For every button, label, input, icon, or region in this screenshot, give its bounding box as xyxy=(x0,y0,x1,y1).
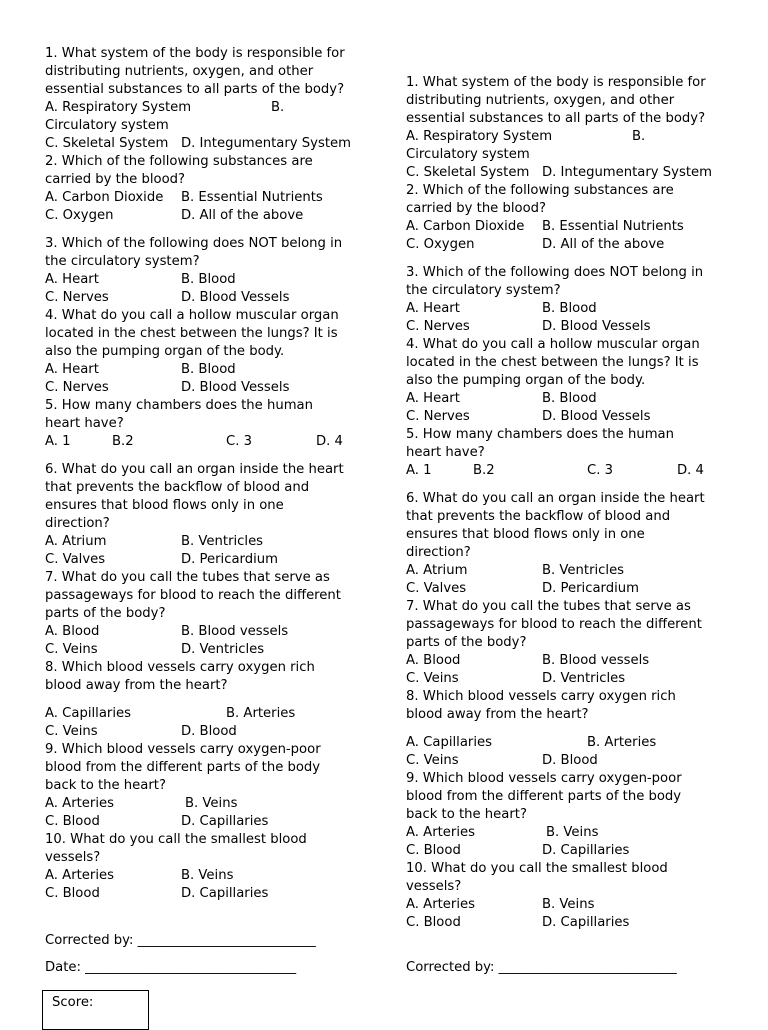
answer-choice: C. Nerves xyxy=(406,319,470,334)
answer-choices-row xyxy=(45,795,370,813)
answer-choice: D. Blood xyxy=(542,753,598,768)
question-text-line: 4. What do you call a hollow muscular organ xyxy=(45,308,339,323)
answer-choices-row xyxy=(406,462,731,480)
answer-choice: Circulatory system xyxy=(45,118,169,133)
answer-choice: D. Capillaries xyxy=(181,814,269,829)
question-text-line: blood from the different parts of the body xyxy=(45,760,321,775)
answer-choice: A. Carbon Dioxide xyxy=(45,190,164,205)
answer-choice: C. Nerves xyxy=(406,409,470,424)
question-4 xyxy=(406,336,731,426)
answer-choice: C. Valves xyxy=(406,581,467,596)
answer-choices-row xyxy=(45,379,370,397)
question-text-line: that prevents the backflow of blood and xyxy=(45,480,310,495)
answer-choice: C. Blood xyxy=(406,915,461,930)
question-text-line: distributing nutrients, oxygen, and other xyxy=(406,93,675,108)
answer-choice: B.2 xyxy=(112,434,134,449)
answer-choices-row xyxy=(45,705,370,723)
score-box xyxy=(42,990,149,1030)
answer-choice: D. 4 xyxy=(316,434,343,449)
answer-choice: D. Capillaries xyxy=(181,886,269,901)
corrected-by-line-right: Corrected by: ___________________________ xyxy=(406,960,677,975)
answer-choices-row xyxy=(406,824,731,842)
question-6 xyxy=(45,461,370,569)
answer-choice: A. Heart xyxy=(45,272,99,287)
quiz-column-right xyxy=(406,74,731,932)
question-text-line: back to the heart? xyxy=(406,807,527,822)
answer-choice: A. Blood xyxy=(45,624,100,639)
question-text-line: 7. What do you call the tubes that serve as xyxy=(406,599,691,614)
question-text-line: 5. How many chambers does the human xyxy=(45,398,313,413)
answer-choices-row xyxy=(45,867,370,885)
question-text-line: the circulatory system? xyxy=(406,283,561,298)
answer-choice: D. Integumentary System xyxy=(181,136,351,151)
date-line: Date: ________________________________ xyxy=(45,960,297,975)
question-text-line: carried by the blood? xyxy=(45,172,186,187)
question-text-line: essential substances to all parts of the body? xyxy=(406,111,706,126)
answer-choice: B. Blood xyxy=(542,301,597,316)
answer-choice: A. Heart xyxy=(45,362,99,377)
answer-choices-row xyxy=(406,236,731,254)
question-3 xyxy=(45,235,370,307)
answer-choice: A. 1 xyxy=(45,434,71,449)
answer-choice: A. Capillaries xyxy=(45,706,131,721)
question-8 xyxy=(406,688,731,770)
answer-choice: B. Blood xyxy=(542,391,597,406)
answer-choice: B. Ventricles xyxy=(181,534,264,549)
question-10 xyxy=(406,860,731,932)
question-text-line: blood from the different parts of the body xyxy=(406,789,682,804)
answer-choices-row xyxy=(406,218,731,236)
question-text-line: distributing nutrients, oxygen, and other xyxy=(45,64,314,79)
answer-choice: D. All of the above xyxy=(542,237,665,252)
answer-choice: C. Blood xyxy=(45,814,100,829)
question-9 xyxy=(45,741,370,831)
answer-choices-row xyxy=(406,652,731,670)
question-2 xyxy=(45,153,370,225)
question-6 xyxy=(406,490,731,598)
answer-choice: Circulatory system xyxy=(406,147,530,162)
answer-choice: A. Arteries xyxy=(45,868,114,883)
question-text-line: passageways for blood to reach the different xyxy=(406,617,702,632)
question-text-line: vessels? xyxy=(406,879,462,894)
question-text-line: 5. How many chambers does the human xyxy=(406,427,674,442)
answer-choice: C. 3 xyxy=(587,463,613,478)
question-10 xyxy=(45,831,370,903)
question-5 xyxy=(45,397,370,451)
question-1 xyxy=(45,45,370,153)
question-text-line: 3. Which of the following does NOT belong in xyxy=(406,265,704,280)
question-text-line: 2. Which of the following substances are xyxy=(45,154,313,169)
answer-choices-row xyxy=(45,189,370,207)
question-text-line: 9. Which blood vessels carry oxygen-poor xyxy=(406,771,682,786)
answer-choice: C. Valves xyxy=(45,552,106,567)
answer-choice: B.2 xyxy=(473,463,495,478)
answer-choice: A. Arteries xyxy=(406,897,475,912)
question-text-line: 1. What system of the body is responsible for xyxy=(45,46,345,61)
question-text-line: 6. What do you call an organ inside the heart xyxy=(406,491,705,506)
answer-choice: C. Veins xyxy=(406,753,459,768)
answer-choice: A. Arteries xyxy=(406,825,475,840)
answer-choice: C. Blood xyxy=(406,843,461,858)
answer-choices-row xyxy=(45,361,370,379)
answer-choice: D. Pericardium xyxy=(181,552,278,567)
answer-choices-row xyxy=(45,641,370,659)
answer-choices-row xyxy=(406,390,731,408)
answer-choices-row xyxy=(45,885,370,903)
answer-choice: C. Skeletal System xyxy=(406,165,530,180)
answer-choice: B. Blood vessels xyxy=(542,653,650,668)
answer-choice: D. Blood Vessels xyxy=(181,380,290,395)
answer-choices-row xyxy=(45,723,370,741)
question-text-line: 6. What do you call an organ inside the heart xyxy=(45,462,344,477)
answer-choice: B. Essential Nutrients xyxy=(181,190,323,205)
answer-choice: A. Respiratory System xyxy=(45,100,192,115)
answer-choices-row xyxy=(406,670,731,688)
question-text-line: 10. What do you call the smallest blood xyxy=(45,832,307,847)
answer-choices-row xyxy=(406,842,731,860)
answer-choices-row xyxy=(406,562,731,580)
answer-choices-row xyxy=(406,914,731,932)
question-text-line: located in the chest between the lungs? It is xyxy=(45,326,338,341)
question-text-line: 2. Which of the following substances are xyxy=(406,183,674,198)
question-text-line: that prevents the backflow of blood and xyxy=(406,509,671,524)
answer-choice: D. Pericardium xyxy=(542,581,639,596)
answer-choice: C. Veins xyxy=(45,724,98,739)
answer-choices-row xyxy=(406,164,731,182)
answer-choice: A. Respiratory System xyxy=(406,129,553,144)
answer-choices-row xyxy=(406,408,731,426)
quiz-column-left xyxy=(45,45,370,903)
answer-choice: B. Essential Nutrients xyxy=(542,219,684,234)
question-text-line: blood away from the heart? xyxy=(406,707,589,722)
answer-choices-row xyxy=(406,318,731,336)
answer-choice: D. Blood xyxy=(181,724,237,739)
question-text-line: the circulatory system? xyxy=(45,254,200,269)
answer-choice: A. Blood xyxy=(406,653,461,668)
answer-choice: C. Skeletal System xyxy=(45,136,169,151)
answer-choice: B. Veins xyxy=(546,825,599,840)
answer-choice: C. Oxygen xyxy=(45,208,114,223)
answer-choice: D. 4 xyxy=(677,463,704,478)
question-text-line: ensures that blood flows only in one xyxy=(406,527,645,542)
question-1 xyxy=(406,74,731,182)
answer-choice: C. Blood xyxy=(45,886,100,901)
question-text-line: 10. What do you call the smallest blood xyxy=(406,861,668,876)
answer-choice: B. Blood vessels xyxy=(181,624,289,639)
answer-choice: A. Capillaries xyxy=(406,735,492,750)
question-text-line: 8. Which blood vessels carry oxygen rich xyxy=(45,660,315,675)
question-text-line: 9. Which blood vessels carry oxygen-poor xyxy=(45,742,321,757)
question-text-line: direction? xyxy=(406,545,471,560)
question-text-line: ensures that blood flows only in one xyxy=(45,498,284,513)
answer-choices-row xyxy=(45,813,370,831)
question-text-line: carried by the blood? xyxy=(406,201,547,216)
answer-choices-row xyxy=(45,271,370,289)
question-text-line: 1. What system of the body is responsible for xyxy=(406,75,706,90)
question-text-line: vessels? xyxy=(45,850,101,865)
answer-choices-row xyxy=(406,734,731,752)
answer-choices-row xyxy=(45,623,370,641)
question-9 xyxy=(406,770,731,860)
answer-choices-row xyxy=(45,117,370,135)
answer-choices-row xyxy=(406,146,731,164)
answer-choice: B. Arteries xyxy=(587,735,657,750)
answer-choice: B. xyxy=(271,100,285,115)
question-text-line: direction? xyxy=(45,516,110,531)
question-text-line: essential substances to all parts of the body? xyxy=(45,82,345,97)
question-text-line: passageways for blood to reach the different xyxy=(45,588,341,603)
question-text-line: back to the heart? xyxy=(45,778,166,793)
question-text-line: heart have? xyxy=(406,445,485,460)
question-text-line: 3. Which of the following does NOT belong in xyxy=(45,236,343,251)
question-2 xyxy=(406,182,731,254)
answer-choice: C. Nerves xyxy=(45,380,109,395)
answer-choice: D. Capillaries xyxy=(542,915,630,930)
question-8 xyxy=(45,659,370,741)
answer-choices-row xyxy=(45,207,370,225)
question-text-line: 4. What do you call a hollow muscular organ xyxy=(406,337,700,352)
answer-choice: A. Heart xyxy=(406,301,460,316)
question-text-line: also the pumping organ of the body. xyxy=(45,344,285,359)
answer-choice: C. 3 xyxy=(226,434,252,449)
answer-choice: B. Blood xyxy=(181,272,236,287)
answer-choices-row xyxy=(45,289,370,307)
score-label: Score: xyxy=(52,995,94,1010)
answer-choice: B. Veins xyxy=(542,897,595,912)
question-5 xyxy=(406,426,731,480)
answer-choices-row xyxy=(45,433,370,451)
answer-choices-row xyxy=(406,752,731,770)
answer-choice: B. Arteries xyxy=(226,706,296,721)
answer-choice: B. xyxy=(632,129,646,144)
question-text-line: 8. Which blood vessels carry oxygen rich xyxy=(406,689,676,704)
question-7 xyxy=(45,569,370,659)
answer-choice: A. 1 xyxy=(406,463,432,478)
answer-choice: C. Veins xyxy=(406,671,459,686)
question-text-line: also the pumping organ of the body. xyxy=(406,373,646,388)
question-text-line: parts of the body? xyxy=(406,635,527,650)
answer-choice: C. Nerves xyxy=(45,290,109,305)
answer-choices-row xyxy=(45,551,370,569)
answer-choices-row xyxy=(45,135,370,153)
answer-choice: C. Veins xyxy=(45,642,98,657)
answer-choices-row xyxy=(45,99,370,117)
answer-choice: D. Integumentary System xyxy=(542,165,712,180)
answer-choice: A. Atrium xyxy=(45,534,107,549)
answer-choice: D. Blood Vessels xyxy=(542,319,651,334)
corrected-by-line-left: Corrected by: ___________________________ xyxy=(45,933,316,948)
answer-choice: D. Capillaries xyxy=(542,843,630,858)
answer-choice: B. Veins xyxy=(185,796,238,811)
answer-choice: D. Blood Vessels xyxy=(181,290,290,305)
answer-choices-row xyxy=(406,580,731,598)
answer-choice: C. Oxygen xyxy=(406,237,475,252)
question-text-line: heart have? xyxy=(45,416,124,431)
answer-choice: D. Ventricles xyxy=(181,642,265,657)
answer-choice: D. Ventricles xyxy=(542,671,626,686)
answer-choice: A. Arteries xyxy=(45,796,114,811)
answer-choice: B. Blood xyxy=(181,362,236,377)
answer-choices-row xyxy=(406,128,731,146)
answer-choice: D. Blood Vessels xyxy=(542,409,651,424)
question-text-line: blood away from the heart? xyxy=(45,678,228,693)
question-text-line: parts of the body? xyxy=(45,606,166,621)
answer-choice: A. Heart xyxy=(406,391,460,406)
question-7 xyxy=(406,598,731,688)
answer-choice: D. All of the above xyxy=(181,208,304,223)
question-text-line: 7. What do you call the tubes that serve as xyxy=(45,570,330,585)
question-3 xyxy=(406,264,731,336)
answer-choices-row xyxy=(45,533,370,551)
question-text-line: located in the chest between the lungs? It is xyxy=(406,355,699,370)
answer-choice: B. Veins xyxy=(181,868,234,883)
answer-choice: A. Carbon Dioxide xyxy=(406,219,525,234)
question-4 xyxy=(45,307,370,397)
answer-choices-row xyxy=(406,896,731,914)
answer-choice: A. Atrium xyxy=(406,563,468,578)
answer-choices-row xyxy=(406,300,731,318)
answer-choice: B. Ventricles xyxy=(542,563,625,578)
